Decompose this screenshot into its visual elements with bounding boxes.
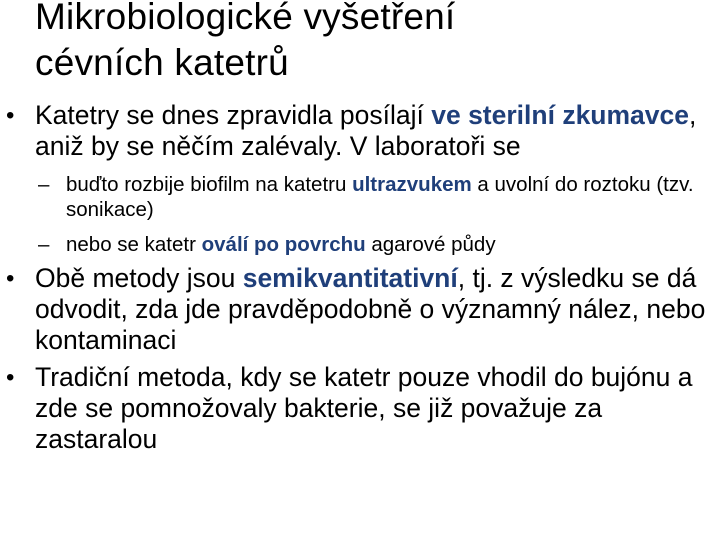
text-run: agarové půdy [365, 233, 496, 256]
text-run: buďto rozbije biofilm na katetru [66, 173, 353, 196]
slide-content [0, 100, 720, 461]
bullet-icon: • [6, 102, 15, 129]
dash-icon: – [38, 173, 50, 196]
highlighted-text: ultrazvukem [352, 173, 472, 196]
text-run: , aniž by se něčím zalévaly. V laboratoři se [35, 100, 697, 161]
bullet-item [0, 362, 715, 455]
text-run: Katetry se dnes zpravidla posílají [35, 100, 432, 130]
sub-bullet-item [0, 172, 716, 222]
highlighted-text: ve sterilní zkumavce [431, 100, 690, 130]
text-run: Tradiční metoda, kdy se katetr pouze vhodil do bujónu a zde se pomnožovaly bakterie, se již považuje za zastaralou [35, 362, 693, 454]
highlighted-text: oválí po povrchu [201, 233, 366, 256]
bullet-item [0, 100, 715, 162]
text-run: a uvolní do roztoku (tzv. sonikace) [66, 173, 694, 221]
sub-bullet-item [0, 232, 716, 257]
slide-title [35, 0, 695, 86]
highlighted-text: semikvantitativní [242, 263, 458, 293]
text-run: nebo se katetr [66, 233, 202, 256]
bullet-item [0, 263, 715, 356]
bullet-icon: • [6, 265, 15, 292]
text-run: Obě metody jsou [35, 263, 243, 293]
bullet-icon: • [6, 364, 15, 391]
text-run: , tj. z výsledku se dá odvodit, zda jde pravděpodobně o významný nález, nebo kontaminaci [35, 263, 706, 355]
dash-icon: – [38, 233, 50, 256]
title-line-1: Mikrobiologické vyšetření [35, 0, 456, 37]
title-line-2: cévních katetrů [35, 42, 289, 83]
